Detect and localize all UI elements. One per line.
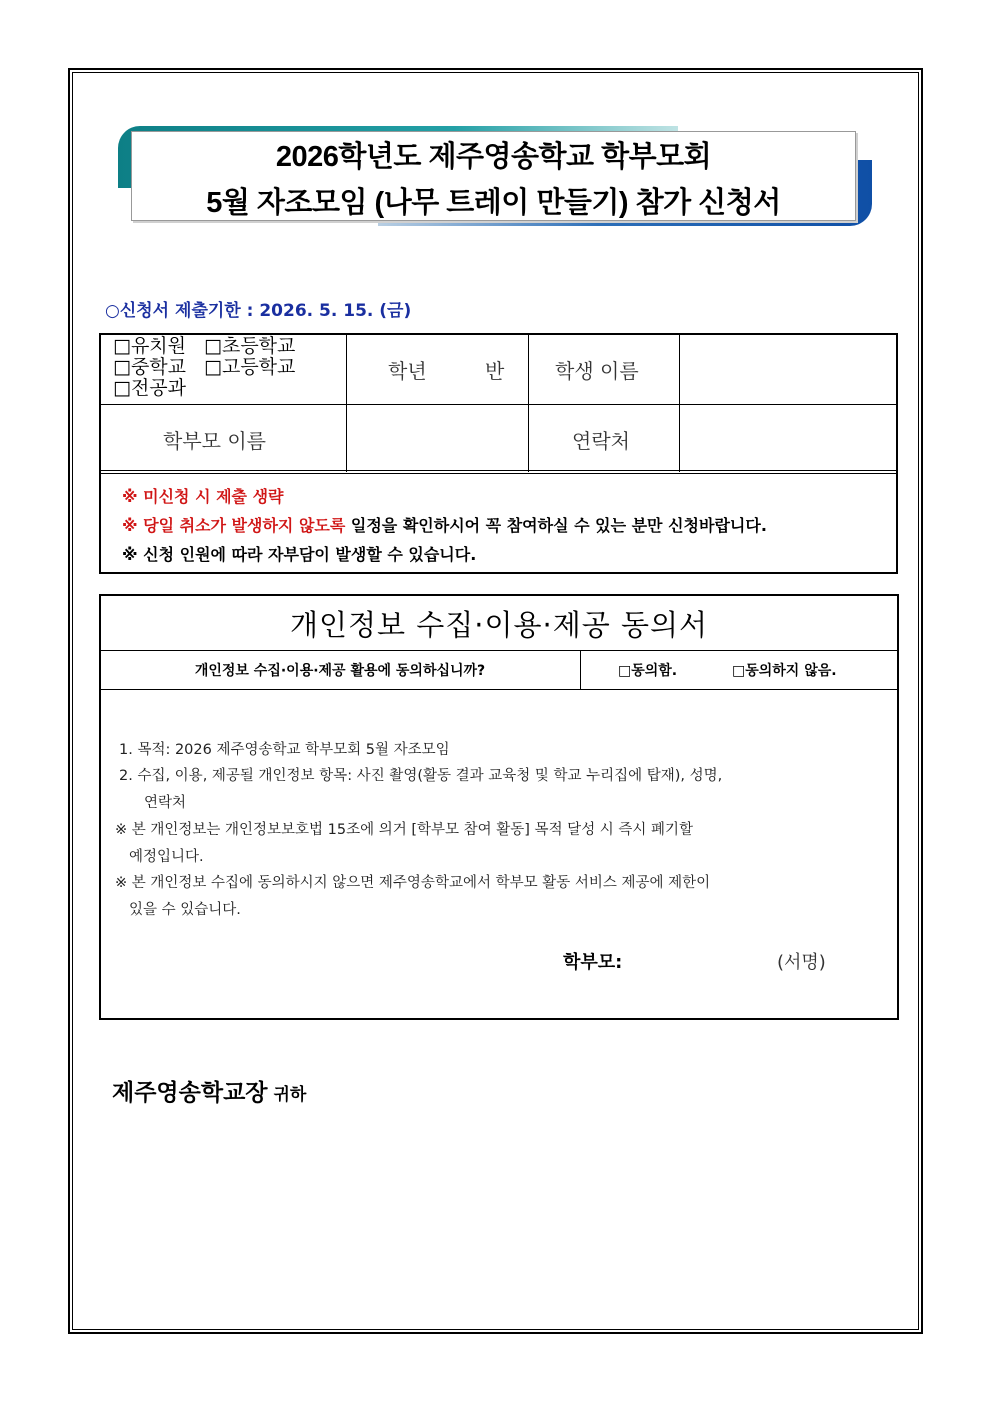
note-no-cancellation-rest: 일정을 확인하시어 꼭 참여하실 수 있는 분만 신청바랍니다. bbox=[345, 516, 767, 535]
consent-item-fields-cont: 연락처 bbox=[144, 795, 187, 811]
consent-notice-refusal-cont: 있을 수 있습니다. bbox=[129, 902, 241, 918]
table-row-divider bbox=[99, 470, 898, 471]
note-self-payment: ※ 신청 인원에 따라 자부담이 발생할 수 있습니다. bbox=[122, 545, 477, 564]
consent-notice-refusal: ※ 본 개인정보 수집에 동의하시지 않으면 제주영송학교에서 학부모 활동 서비스 제공에 제한이 bbox=[115, 875, 711, 891]
checkbox-kindergarten[interactable]: □유치원 bbox=[113, 335, 187, 357]
parent-name-label: 학부모 이름 bbox=[163, 429, 266, 453]
consent-row-divider bbox=[99, 650, 899, 651]
table-col-divider bbox=[679, 333, 680, 472]
school-level-options bbox=[113, 336, 313, 399]
table-row-divider bbox=[99, 404, 898, 405]
consent-question: 개인정보 수집·이용·제공 활용에 동의하십니까? bbox=[194, 663, 486, 679]
note-no-cancellation bbox=[122, 513, 767, 536]
recipient-name: 제주영송학교장 bbox=[112, 1080, 268, 1106]
consent-item-fields: 2. 수집, 이용, 제공될 개인정보 항목: 사진 촬영(활동 결과 교육청 및 학교 누리집에 탑재), 성명, bbox=[119, 768, 723, 784]
table-row-divider bbox=[99, 473, 898, 474]
consent-notice-retention: ※ 본 개인정보는 개인정보보호법 15조에 의거 [학부모 참여 활동] 목적 달성 시 즉시 폐기할 bbox=[115, 822, 694, 838]
consent-notice-retention-cont: 예정입니다. bbox=[129, 849, 204, 865]
note-no-application: ※ 미신청 시 제출 생략 bbox=[122, 487, 284, 506]
student-name-label: 학생 이름 bbox=[555, 359, 639, 383]
document-title-line1: 2026학년도 제주영송학교 학부모회 bbox=[275, 141, 712, 173]
submission-deadline: ○신청서 제출기한 : 2026. 5. 15. (금) bbox=[105, 301, 412, 321]
table-col-divider bbox=[528, 333, 529, 472]
consent-title: 개인정보 수집·이용·제공 동의서 bbox=[289, 608, 709, 642]
note-no-cancellation-emphasis: ※ 당일 취소가 발생하지 않도록 bbox=[122, 516, 346, 535]
class-label: 반 bbox=[485, 359, 505, 383]
checkbox-agree[interactable]: □동의함. bbox=[618, 663, 678, 679]
recipient bbox=[112, 1074, 306, 1107]
document-title-line2: 5월 자조모임 (나무 트레이 만들기) 참가 신청서 bbox=[206, 187, 781, 219]
grade-label: 학년 bbox=[388, 359, 427, 383]
signature-field[interactable]: (서명) bbox=[777, 952, 826, 973]
signature-label: 학부모: bbox=[563, 952, 623, 973]
checkbox-major-course[interactable]: □전공과 bbox=[113, 377, 187, 399]
consent-col-divider bbox=[580, 650, 581, 690]
consent-item-purpose: 1. 목적: 2026 제주영송학교 학부모회 5월 자조모임 bbox=[119, 742, 450, 758]
checkbox-elementary[interactable]: □초등학교 bbox=[204, 335, 296, 357]
checkbox-middle-school[interactable]: □중학교 bbox=[113, 356, 187, 378]
checkbox-disagree[interactable]: □동의하지 않음. bbox=[732, 663, 837, 679]
contact-label: 연락처 bbox=[572, 429, 630, 453]
recipient-suffix: 귀하 bbox=[267, 1085, 307, 1105]
table-col-divider bbox=[346, 333, 347, 472]
consent-row-divider bbox=[99, 689, 899, 690]
checkbox-high-school[interactable]: □고등학교 bbox=[204, 356, 296, 378]
